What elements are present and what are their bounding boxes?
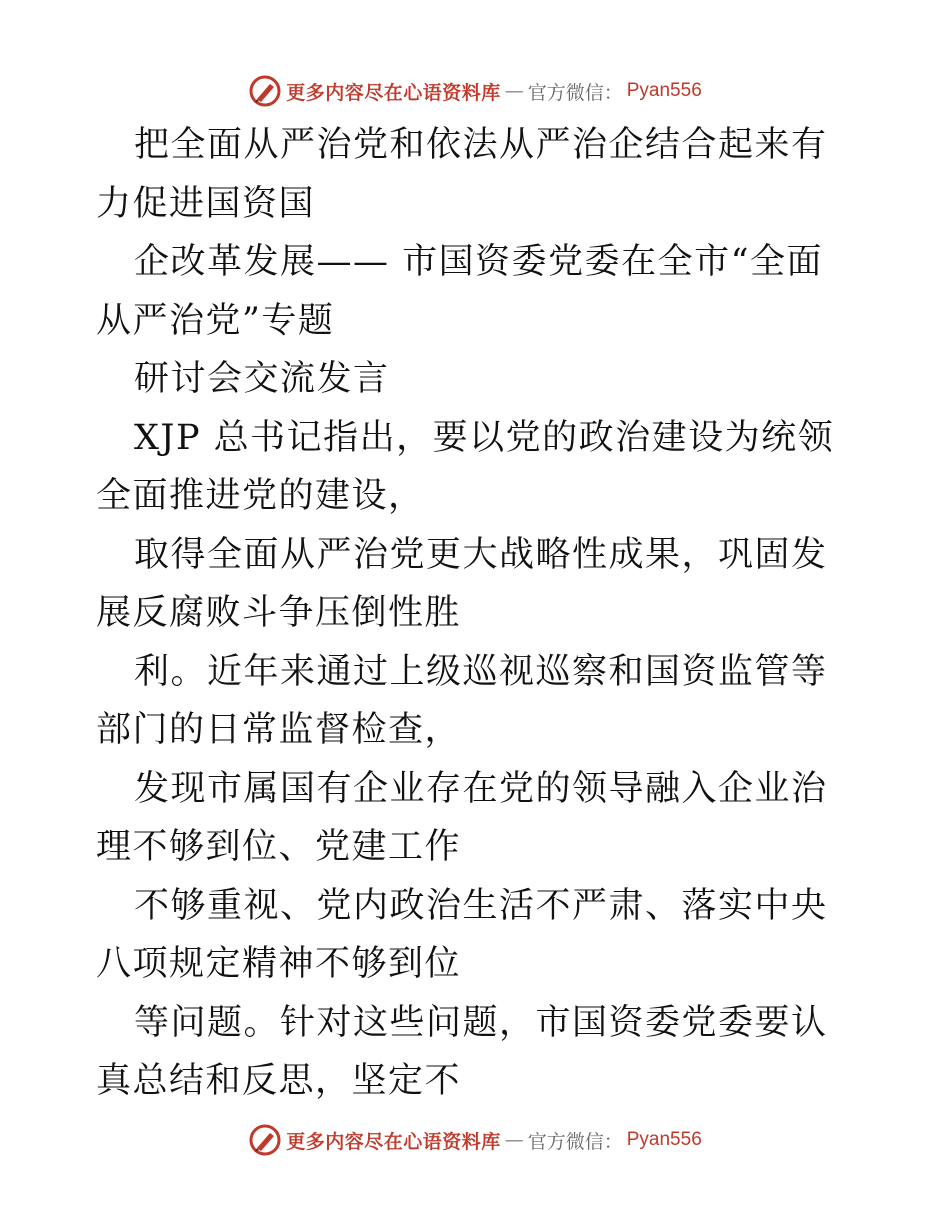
footer-watermark xyxy=(0,1120,950,1160)
header-watermark xyxy=(0,71,950,111)
pen-logo-icon xyxy=(248,74,282,108)
watermark-main: 更多内容尽在心语资料库 xyxy=(286,1130,501,1153)
document-body xyxy=(96,116,856,1111)
paragraph: XJP 总书记指出，要以党的政治建设为统领全面推进党的建设， xyxy=(96,417,835,516)
paragraph: 企改革发展—— 市国资委党委在全市“全面从严治党”专题 xyxy=(96,242,824,341)
watermark-main: 更多内容尽在心语资料库 xyxy=(286,81,501,104)
paragraph: 发现市属国有企业存在党的领导融入企业治理不够到位、党建工作 xyxy=(96,768,828,867)
watermark-dash: — xyxy=(504,80,524,102)
paragraph: 利。近年来通过上级巡视巡察和国资监管等部门的日常监督检查， xyxy=(96,651,828,750)
paragraph: 等问题。针对这些问题，市国资委党委要认真总结和反思，坚定不 xyxy=(96,1002,828,1101)
watermark-dash: — xyxy=(504,1129,524,1151)
watermark-sub: 官方微信： xyxy=(527,81,623,104)
paragraph: 不够重视、党内政治生活不严肃、落实中央八项规定精神不够到位 xyxy=(96,885,828,984)
watermark-sub: 官方微信： xyxy=(527,1130,623,1153)
paragraph: 研讨会交流发言 xyxy=(134,359,390,399)
paragraph: 取得全面从严治党更大战略性成果，巩固发展反腐败斗争压倒性胜 xyxy=(96,534,828,633)
paragraph: 把全面从严治党和依法从严治企结合起来有力促进国资国 xyxy=(96,125,828,224)
pen-logo-icon xyxy=(248,1123,282,1157)
watermark-account: Pyan556 xyxy=(626,1129,702,1150)
watermark-account: Pyan556 xyxy=(626,80,702,101)
